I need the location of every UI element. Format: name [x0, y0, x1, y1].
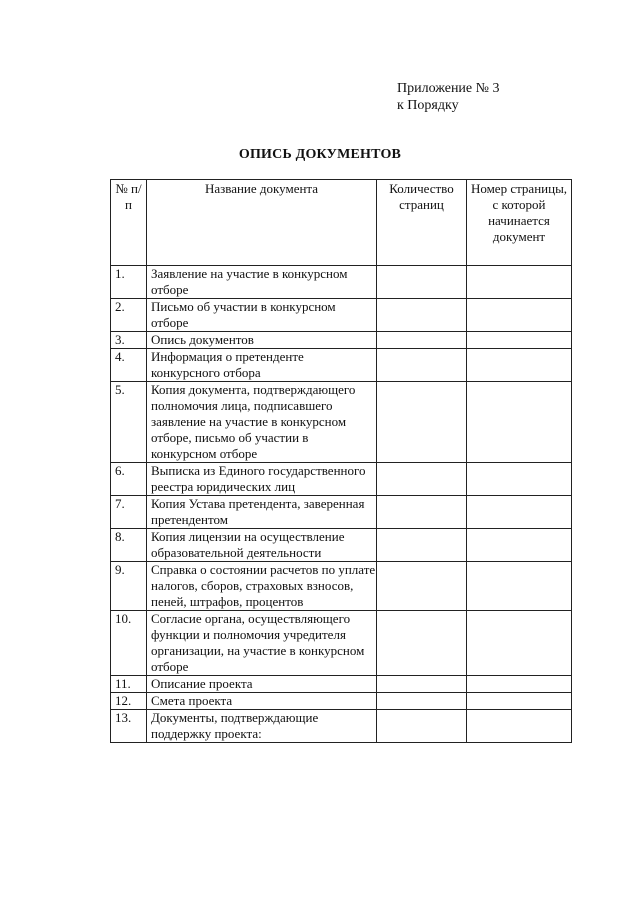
row-document-name: Копия документа, подтверждающего полномочия лица, подписавшего заявление на участие в конкурсном отборе, письмо об участии в конкурсном отборе [147, 382, 377, 463]
row-start-page-cell [467, 349, 572, 382]
row-start-page-cell [467, 611, 572, 676]
row-document-name: Заявление на участие в конкурсном отборе [147, 266, 377, 299]
row-document-name: Письмо об участии в конкурсном отборе [147, 299, 377, 332]
row-quantity-cell [377, 710, 467, 743]
row-quantity-cell [377, 332, 467, 349]
table-row [111, 332, 572, 349]
table-row [111, 562, 572, 611]
row-document-name: Копия лицензии на осуществление образовательной деятельности [147, 529, 377, 562]
row-start-page-cell [467, 266, 572, 299]
table-row [111, 266, 572, 299]
header-start-page: Номер страницы, с которой начинается документ [467, 180, 572, 266]
table-row [111, 676, 572, 693]
row-quantity-cell [377, 693, 467, 710]
appendix-reference [397, 80, 500, 114]
header-name: Название документа [147, 180, 377, 266]
row-number: 8. [111, 529, 147, 562]
table-row [111, 529, 572, 562]
row-start-page-cell [467, 676, 572, 693]
row-quantity-cell [377, 266, 467, 299]
row-start-page-cell [467, 562, 572, 611]
table-row [111, 611, 572, 676]
header-number: № п/п [111, 180, 147, 266]
appendix-order: к Порядку [397, 98, 459, 113]
row-quantity-cell [377, 529, 467, 562]
table-row [111, 349, 572, 382]
row-quantity-cell [377, 463, 467, 496]
row-number: 7. [111, 496, 147, 529]
row-start-page-cell [467, 693, 572, 710]
row-start-page-cell [467, 496, 572, 529]
row-start-page-cell [467, 529, 572, 562]
row-document-name: Опись документов [147, 332, 377, 349]
row-start-page-cell [467, 382, 572, 463]
table-row [111, 299, 572, 332]
row-document-name: Выписка из Единого государственного реестра юридических лиц [147, 463, 377, 496]
row-number: 11. [111, 676, 147, 693]
row-document-name: Согласие органа, осуществляющего функции и полномочия учредителя организации, на участие в конкурсном отборе [147, 611, 377, 676]
row-start-page-cell [467, 710, 572, 743]
row-number: 4. [111, 349, 147, 382]
row-quantity-cell [377, 496, 467, 529]
document-title: ОПИСЬ ДОКУМЕНТОВ [238, 147, 402, 162]
row-quantity-cell [377, 349, 467, 382]
row-number: 6. [111, 463, 147, 496]
row-document-name: Информация о претенденте конкурсного отбора [147, 349, 377, 382]
table-header-row [111, 180, 572, 266]
row-number: 12. [111, 693, 147, 710]
row-document-name: Описание проекта [147, 676, 377, 693]
table-row [111, 382, 572, 463]
row-quantity-cell [377, 382, 467, 463]
row-document-name: Копия Устава претендента, заверенная претендентом [147, 496, 377, 529]
row-document-name: Смета проекта [147, 693, 377, 710]
appendix-number: Приложение № 3 [397, 81, 500, 96]
row-quantity-cell [377, 676, 467, 693]
row-start-page-cell [467, 299, 572, 332]
table-row [111, 693, 572, 710]
row-quantity-cell [377, 611, 467, 676]
row-number: 1. [111, 266, 147, 299]
row-number: 9. [111, 562, 147, 611]
table-row [111, 710, 572, 743]
table-row [111, 463, 572, 496]
row-start-page-cell [467, 463, 572, 496]
row-document-name: Справка о состоянии расчетов по уплате налогов, сборов, страховых взносов, пеней, штрафов, процентов [147, 562, 377, 611]
row-number: 3. [111, 332, 147, 349]
header-quantity: Количество страниц [377, 180, 467, 266]
row-number: 10. [111, 611, 147, 676]
row-document-name: Документы, подтверждающие поддержку проекта: [147, 710, 377, 743]
row-quantity-cell [377, 562, 467, 611]
row-number: 13. [111, 710, 147, 743]
table-row [111, 496, 572, 529]
row-number: 5. [111, 382, 147, 463]
row-number: 2. [111, 299, 147, 332]
row-start-page-cell [467, 332, 572, 349]
documents-inventory-table [110, 179, 572, 743]
row-quantity-cell [377, 299, 467, 332]
